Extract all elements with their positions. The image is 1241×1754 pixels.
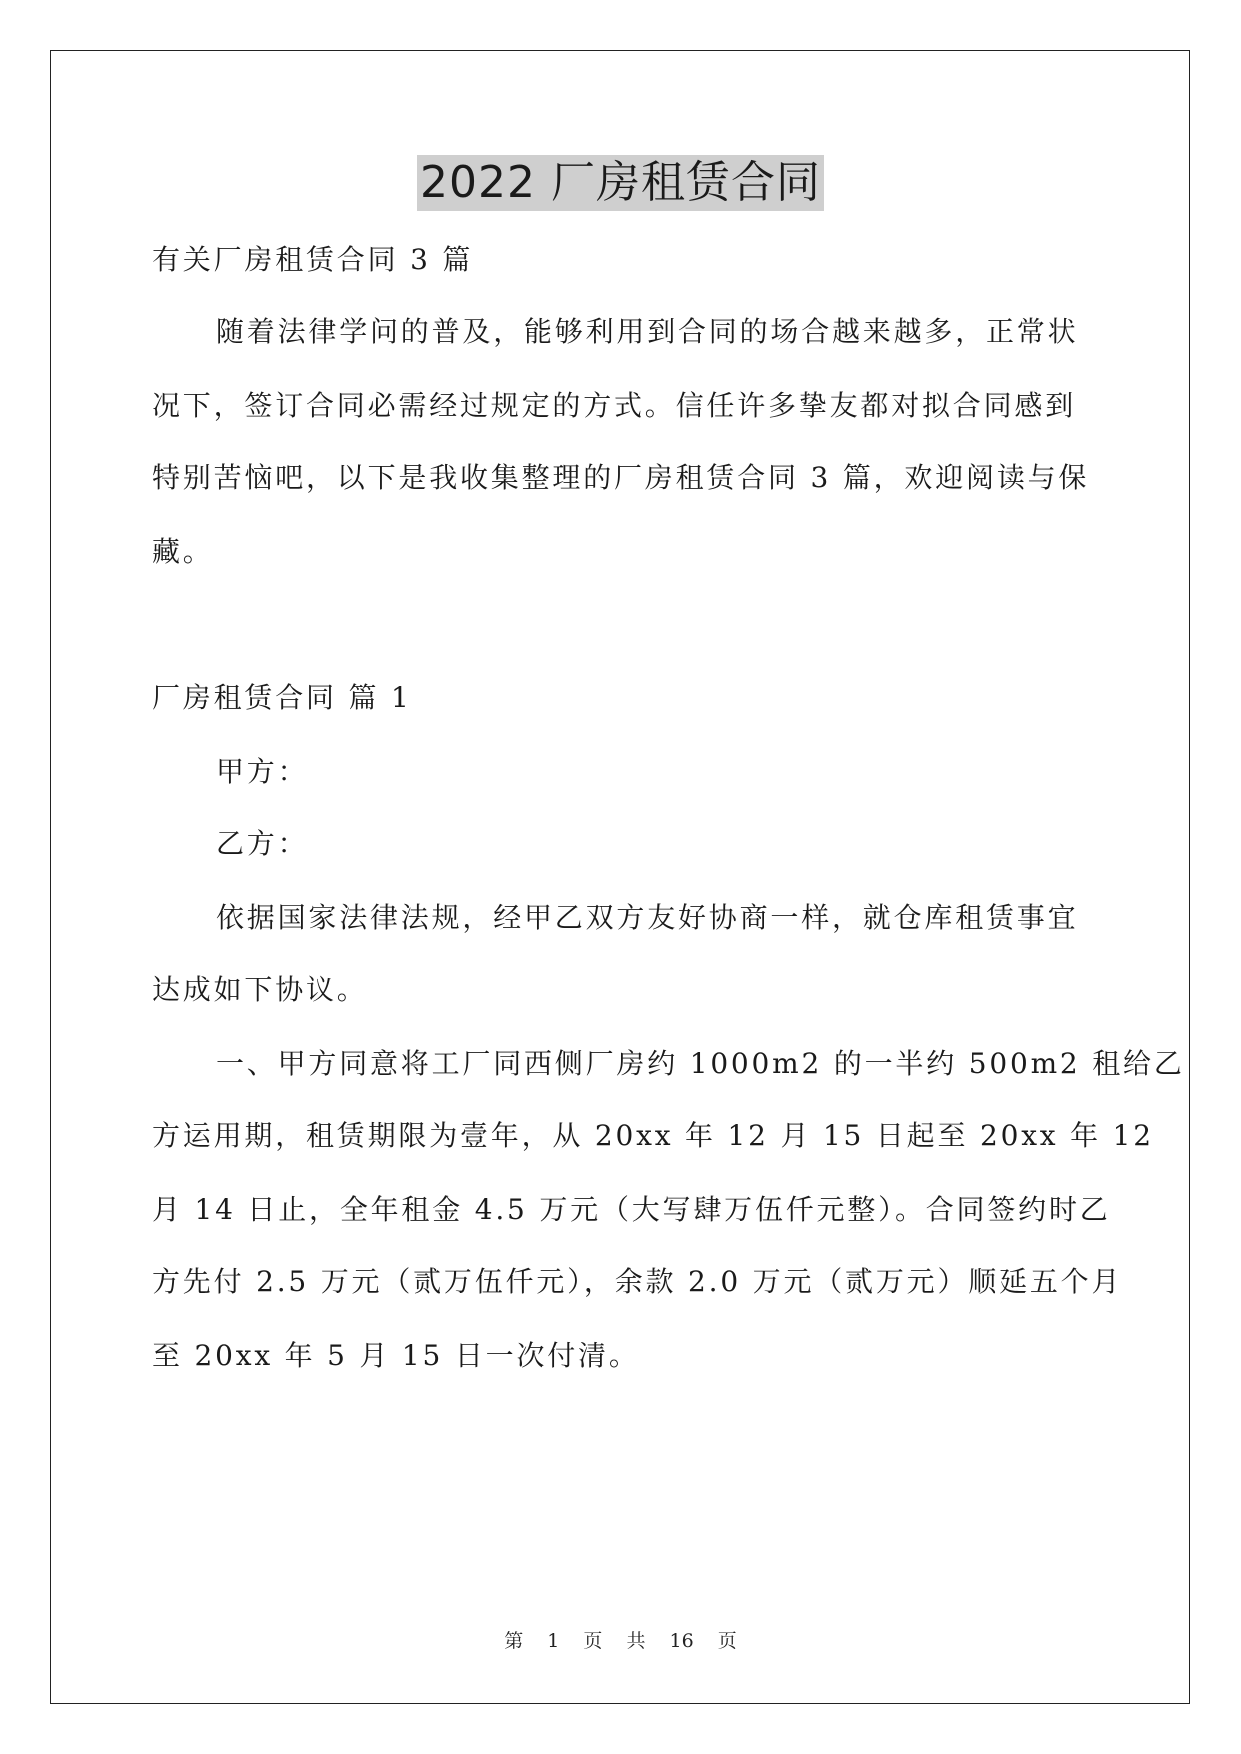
intro-line-2: 况下，签订合同必需经过规定的方式。信任许多挚友都对拟合同感到: [152, 389, 1077, 422]
clause1-line-4: 方先付 2.5 万元（贰万伍仟元），余款 2.0 万元（贰万元）顺延五个月: [152, 1265, 1123, 1298]
clause1-line-5: 至 20xx 年 5 月 15 日一次付清。: [152, 1339, 640, 1372]
page-number-footer: 第 1 页 共 16 页: [504, 1630, 737, 1652]
clause1-line-2: 方运用期，租赁期限为壹年，从 20xx 年 12 月 15 日起至 20xx 年 12: [152, 1119, 1154, 1152]
agreement-line-2: 达成如下协议。: [152, 973, 368, 1006]
clause1-line-3: 月 14 日止，全年租金 4.5 万元（大写肆万伍仟元整）。合同签约时乙: [152, 1193, 1111, 1226]
intro-line-1: 随着法律学问的普及，能够利用到合同的场合越来越多，正常状: [216, 315, 1079, 348]
document-title: [0, 155, 1241, 211]
agreement-line-1: 依据国家法律法规，经甲乙双方友好协商一样，就仓库租赁事宜: [216, 901, 1079, 934]
document-subtitle: 有关厂房租赁合同 3 篇: [152, 243, 474, 276]
clause1-line-1: 一、甲方同意将工厂同西侧厂房约 1000m2 的一半约 500m2 租给乙: [216, 1047, 1185, 1080]
intro-line-4: 藏。: [152, 535, 214, 568]
page-border: [50, 50, 1190, 1704]
intro-line-3: 特别苦恼吧，以下是我收集整理的厂房租赁合同 3 篇，欢迎阅读与保: [152, 461, 1090, 494]
section-heading: 厂房租赁合同 篇 1: [152, 681, 412, 714]
document-title-text: 2022 厂房租赁合同: [417, 155, 824, 211]
party-a-label: 甲方：: [216, 755, 309, 788]
party-b-label: 乙方：: [216, 827, 309, 860]
